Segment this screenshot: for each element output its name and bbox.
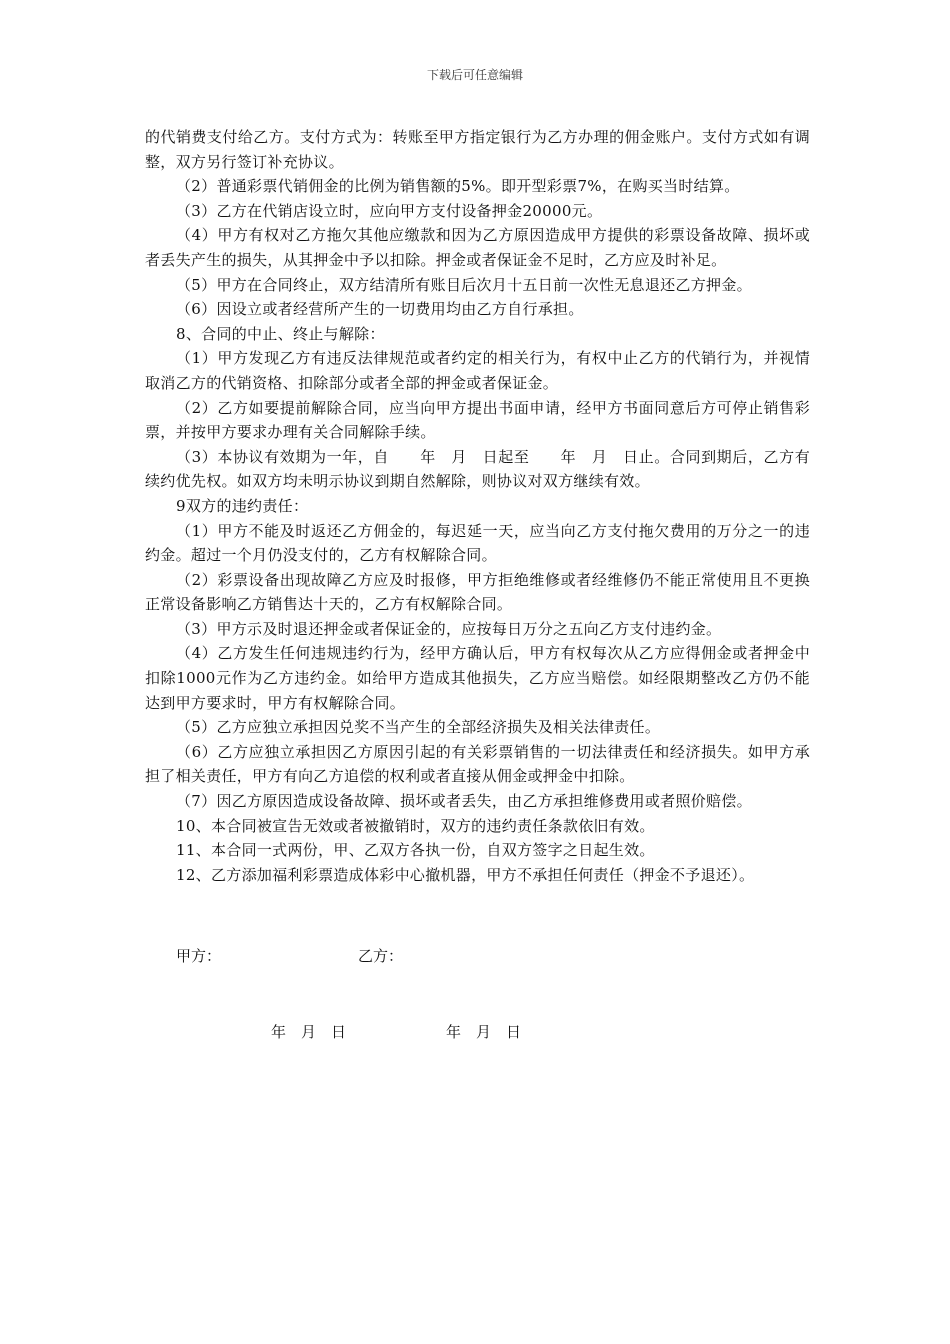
- paragraph: （2）普通彩票代销佣金的比例为销售额的5%。即开型彩票7%，在购买当时结算。: [176, 177, 740, 196]
- date-row: [271, 1021, 671, 1045]
- paragraph: （3）甲方示及时退还押金或者保证金的，应按每日万分之五向乙方支付违约金。: [176, 619, 722, 638]
- paragraph: （6）因设立或者经营所产生的一切费用均由乙方自行承担。: [176, 300, 584, 319]
- party-b-signature-label: 乙方：: [358, 947, 404, 965]
- party-a-signature-label: 甲方：: [176, 947, 222, 965]
- party-b-date: 年 月 日: [446, 1023, 522, 1041]
- paragraph: （7）因乙方原因造成设备故障、损坏或者丢失，由乙方承担维修费用或者照价赔偿。: [176, 792, 752, 811]
- paragraph: （3）本协议有效期为一年，自 年 月 日起至 年 月 日止。合同到期后，乙方有续约优先权。如双方均未明示协议到期自然解除，则协议对双方继续有效。: [145, 447, 810, 491]
- paragraph: （1）甲方发现乙方有违反法律规范或者约定的相关行为，有权中止乙方的代销行为，并视情取消乙方的代销资格、扣除部分或者全部的押金或者保证金。: [145, 349, 810, 392]
- paragraph: （4）甲方有权对乙方拖欠其他应缴款和因为乙方原因造成甲方提供的彩票设备故障、损坏或者丢失产生的损失，从其押金中予以扣除。押金或者保证金不足时，乙方应及时补足。: [145, 226, 810, 269]
- document-body: [145, 125, 810, 887]
- section-heading: 8、合同的中止、终止与解除：: [176, 324, 385, 343]
- paragraph: （5）甲方在合同终止，双方结清所有账目后次月十五日前一次性无息退还乙方押金。: [176, 275, 752, 294]
- section-heading: 9双方的违约责任：: [176, 496, 309, 515]
- party-a-date: 年 月 日: [271, 1023, 347, 1041]
- paragraph: （5）乙方应独立承担因兑奖不当产生的全部经济损失及相关法律责任。: [176, 718, 661, 737]
- paragraph: （6）乙方应独立承担因乙方原因引起的有关彩票销售的一切法律责任和经济损失。如甲方承担了相关责任，甲方有向乙方追偿的权利或者直接从佣金或押金中扣除。: [145, 742, 810, 786]
- paragraph: 的代销费支付给乙方。支付方式为：转账至甲方指定银行为乙方办理的佣金账户。支付方式如有调整，双方另行签订补充协议。: [145, 128, 810, 171]
- paragraph: （2）彩票设备出现故障乙方应及时报修，甲方拒绝维修或者经维修仍不能正常使用且不更换正常设备影响乙方销售达十天的，乙方有权解除合同。: [145, 570, 810, 614]
- paragraph: （1）甲方不能及时返还乙方佣金的，每迟延一天，应当向乙方支付拖欠费用的万分之一的违约金。超过一个月仍没支付的，乙方有权解除合同。: [145, 521, 810, 565]
- page-header: 下载后可任意编辑: [426, 68, 523, 82]
- paragraph: （2）乙方如要提前解除合同，应当向甲方提出书面申请，经甲方书面同意后方可停止销售彩票，并按甲方要求办理有关合同解除手续。: [145, 398, 810, 442]
- paragraph: （4）乙方发生任何违规违约行为，经甲方确认后，甲方有权每次从乙方应得佣金或者押金中扣除1000元作为乙方违约金。如给甲方造成其他损失，乙方应当赔偿。如经限期整改乙方仍不能达到甲方要求时，甲方有权解除合同。: [145, 644, 810, 712]
- paragraph: 10、本合同被宣告无效或者被撤销时，双方的违约责任条款依旧有效。: [176, 816, 655, 835]
- paragraph: （3）乙方在代销店设立时，应向甲方支付设备押金20000元。: [176, 201, 603, 220]
- signature-row: [176, 945, 776, 969]
- paragraph: 11、本合同一式两份，甲、乙双方各执一份，自双方签字之日起生效。: [176, 841, 655, 860]
- paragraph: 12、乙方添加福利彩票造成体彩中心撤机器，甲方不承担任何责任（押金不予退还）。: [176, 865, 755, 884]
